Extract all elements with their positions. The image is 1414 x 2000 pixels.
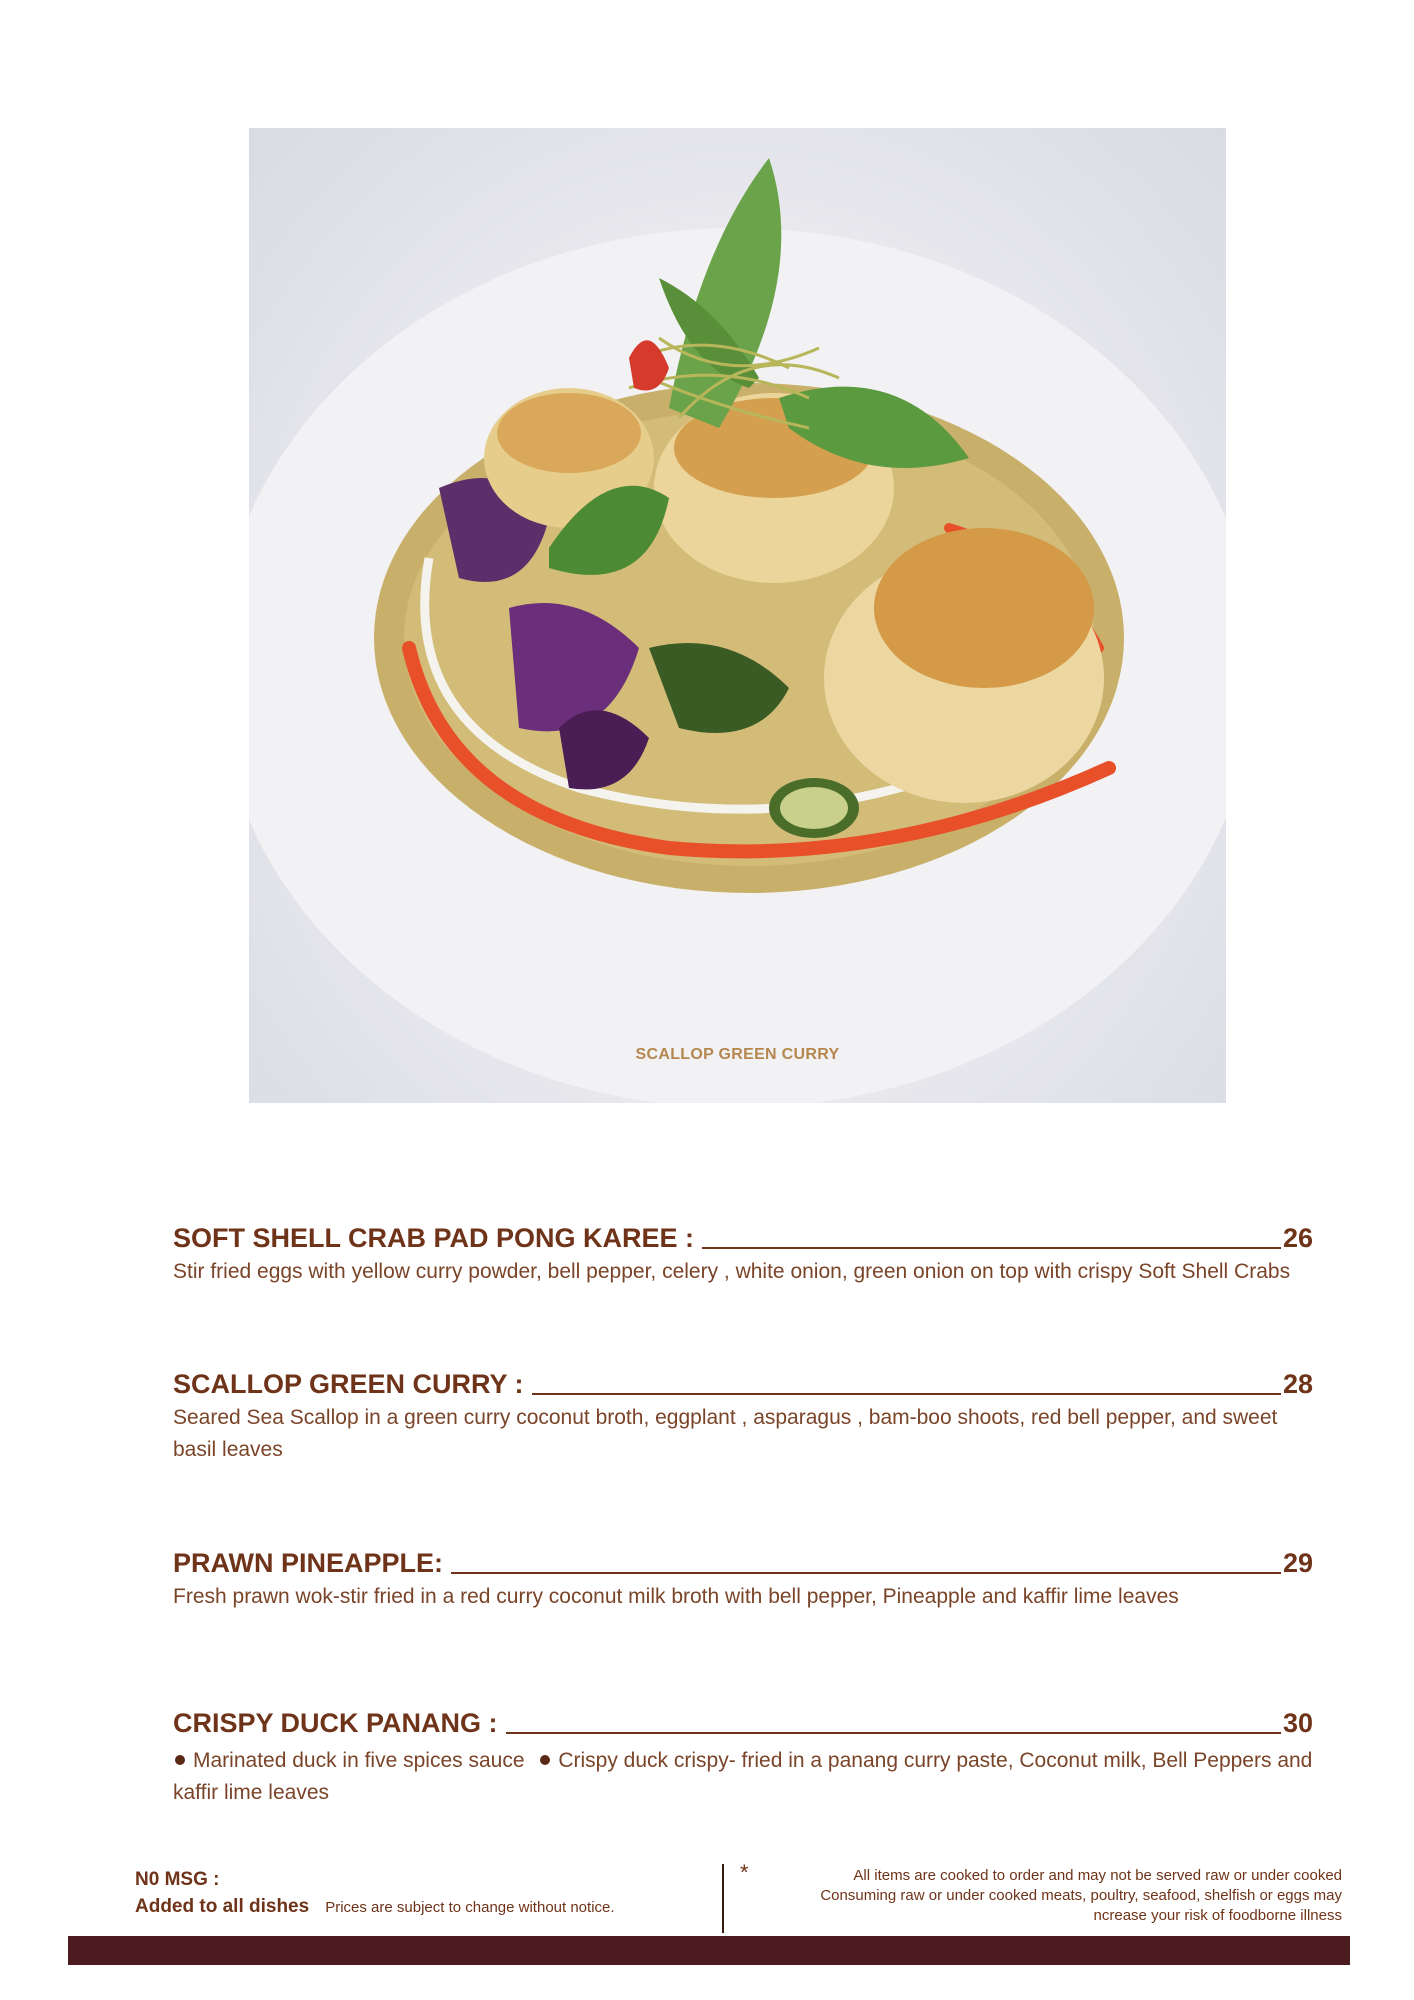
- dotted-leader: [506, 1731, 1281, 1734]
- menu-item-price: 28: [1282, 1369, 1313, 1399]
- warning-line: ncrease your risk of foodborne illness: [1093, 1907, 1342, 1924]
- menu-item-description: Fresh prawn wok-stir fried in a red curry coconut milk broth with bell pepper, Pineapple and kaffir lime leaves: [173, 1585, 1179, 1608]
- menu-item-name: SOFT SHELL CRAB PAD PONG KAREE :: [173, 1223, 695, 1253]
- bullet-icon: [175, 1755, 185, 1765]
- menu-item-name: PRAWN PINEAPPLE:: [173, 1548, 444, 1578]
- msg-notice: [135, 1866, 615, 1921]
- menu-item-header: [173, 1545, 1313, 1579]
- asterisk-mark: *: [740, 1860, 749, 1885]
- warning-line: Consuming raw or under cooked meats, poultry, seafood, shelfish or eggs may: [820, 1887, 1342, 1904]
- menu-item-crispy-duck-panang: [173, 1705, 1313, 1809]
- photo-caption: SCALLOP GREEN CURRY: [635, 1046, 840, 1063]
- menu-item-price: 29: [1282, 1548, 1313, 1578]
- menu-item-name: SCALLOP GREEN CURRY :: [173, 1369, 524, 1399]
- menu-item-scallop-green-curry: [173, 1366, 1313, 1466]
- menu-item-bullet: Marinated duck in five spices sauce: [193, 1749, 525, 1772]
- dotted-leader: [702, 1246, 1281, 1249]
- footer-divider: [722, 1864, 724, 1933]
- menu-item-header: [173, 1220, 1313, 1254]
- menu-item-description: Stir fried eggs with yellow curry powder, bell pepper, celery , white onion, green onion on top with crispy Soft Shell Crabs: [173, 1260, 1291, 1283]
- menu-item-price: 30: [1282, 1708, 1313, 1738]
- bottom-bar: [68, 1936, 1350, 1965]
- menu-item-description: [173, 1745, 1313, 1809]
- dish-illustration: [249, 128, 1226, 1103]
- msg-title: N0 MSG :: [135, 1869, 220, 1890]
- dish-photo: [249, 128, 1226, 1103]
- menu-item-name: CRISPY DUCK PANANG :: [173, 1708, 498, 1738]
- warning-line: All items are cooked to order and may not be served raw or under cooked: [853, 1867, 1342, 1884]
- food-safety-warning: [742, 1866, 1342, 1926]
- menu-item-bullet: Crispy duck crispy- fried in a panang curry paste, Coconut milk, Bell Peppers and kaffir lime leaves: [173, 1749, 1313, 1804]
- menu-item-description: Seared Sea Scallop in a green curry coconut broth, eggplant , asparagus , bam-boo shoots, red bell pepper, and sweet basil leaves: [173, 1406, 1278, 1461]
- dotted-leader: [451, 1571, 1281, 1574]
- menu-item-soft-shell-crab: [173, 1220, 1313, 1288]
- bullet-icon: [540, 1755, 550, 1765]
- menu-item-header: [173, 1705, 1313, 1739]
- msg-subtitle-text: Added to all dishes: [135, 1896, 310, 1917]
- price-change-note: Prices are subject to change without notice.: [325, 1899, 615, 1916]
- msg-subtitle: [135, 1893, 615, 1921]
- menu-item-prawn-pineapple: [173, 1545, 1313, 1613]
- dotted-leader: [532, 1392, 1281, 1395]
- menu-item-price: 26: [1282, 1223, 1313, 1253]
- menu-item-header: [173, 1366, 1313, 1400]
